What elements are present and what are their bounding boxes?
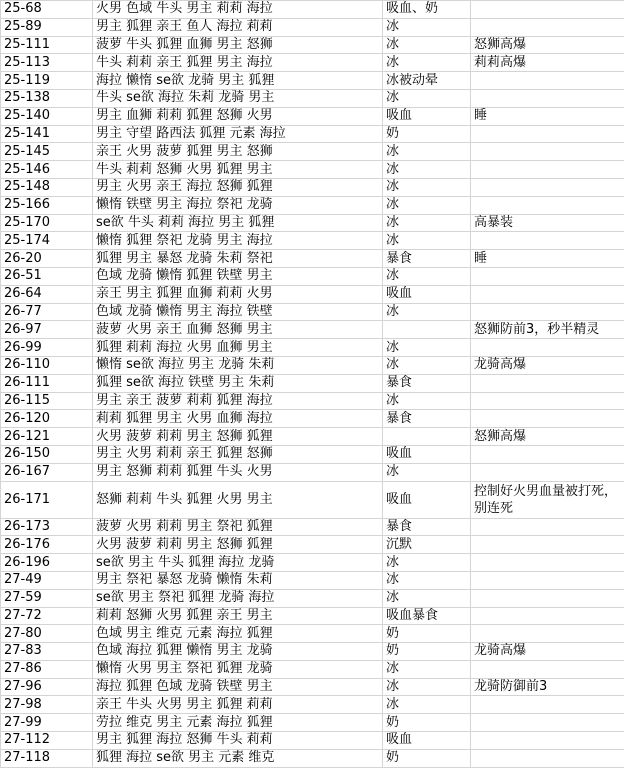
cell-team[interactable]: 男主 火男 亲王 海拉 怒狮 狐狸: [93, 178, 383, 196]
cell-id[interactable]: 25-113: [1, 54, 93, 72]
cell-note[interactable]: [471, 445, 624, 463]
cell-team[interactable]: 海拉 狐狸 色域 龙骑 铁壁 男主: [93, 678, 383, 696]
cell-note[interactable]: 莉莉高爆: [471, 54, 624, 72]
cell-type[interactable]: [383, 428, 471, 446]
cell-team[interactable]: 怒狮 莉莉 牛头 狐狸 火男 男主: [93, 481, 383, 518]
cell-type[interactable]: 冰: [383, 232, 471, 250]
cell-id[interactable]: 26-173: [1, 518, 93, 536]
cell-id[interactable]: 27-118: [1, 749, 93, 767]
table-row: [1, 214, 624, 232]
cell-note[interactable]: 龙骑高爆: [471, 643, 624, 661]
cell-note[interactable]: [471, 285, 624, 303]
cell-type[interactable]: 冰: [383, 54, 471, 72]
cell-team[interactable]: 海拉 懒惰 se欲 龙骑 男主 狐狸: [93, 72, 383, 90]
cell-team[interactable]: 牛头 莉莉 亲王 狐狸 男主 海拉: [93, 54, 383, 72]
cell-id[interactable]: 27-49: [1, 571, 93, 589]
table-row: [1, 321, 624, 339]
cell-type[interactable]: 冰: [383, 356, 471, 374]
cell-note[interactable]: 怒狮防前3，秒半精灵: [471, 321, 624, 339]
cell-type[interactable]: 冰: [383, 571, 471, 589]
cell-id[interactable]: 25-148: [1, 178, 93, 196]
cell-team[interactable]: se欲 男主 牛头 狐狸 海拉 龙骑: [93, 554, 383, 572]
cell-team[interactable]: 男主 守望 路西法 狐狸 元素 海拉: [93, 125, 383, 143]
cell-team[interactable]: 菠萝 火男 莉莉 男主 祭祀 狐狸: [93, 518, 383, 536]
cell-note[interactable]: [471, 625, 624, 643]
cell-id[interactable]: 26-171: [1, 481, 93, 518]
cell-id[interactable]: 27-98: [1, 696, 93, 714]
cell-team[interactable]: 懒惰 铁壁 男主 海拉 祭祀 龙骑: [93, 196, 383, 214]
table-row: [1, 696, 624, 714]
cell-team[interactable]: 菠萝 牛头 狐狸 血狮 男主 怒狮: [93, 36, 383, 54]
cell-id[interactable]: 26-111: [1, 374, 93, 392]
cell-note[interactable]: [471, 554, 624, 572]
cell-id[interactable]: 27-59: [1, 589, 93, 607]
cell-team[interactable]: 亲王 男主 狐狸 血狮 莉莉 火男: [93, 285, 383, 303]
cell-id[interactable]: 25-138: [1, 89, 93, 107]
cell-type[interactable]: 暴食: [383, 374, 471, 392]
cell-note[interactable]: [471, 463, 624, 481]
cell-type[interactable]: [383, 321, 471, 339]
cell-id[interactable]: 26-20: [1, 250, 93, 268]
cell-type[interactable]: 冰: [383, 267, 471, 285]
table-row: [1, 374, 624, 392]
cell-team[interactable]: 狐狸 男主 暴怒 龙骑 朱莉 祭祀: [93, 250, 383, 268]
cell-note[interactable]: [471, 72, 624, 90]
cell-type[interactable]: 冰: [383, 589, 471, 607]
cell-note[interactable]: [471, 732, 624, 750]
cell-note[interactable]: [471, 536, 624, 554]
cell-type[interactable]: 冰: [383, 36, 471, 54]
sheet-body: [1, 1, 624, 768]
cell-id[interactable]: 27-72: [1, 607, 93, 625]
cell-id[interactable]: 27-112: [1, 732, 93, 750]
cell-id[interactable]: 26-99: [1, 339, 93, 357]
cell-team[interactable]: 色域 男主 维克 元素 海拉 狐狸: [93, 625, 383, 643]
cell-type[interactable]: 冰: [383, 303, 471, 321]
cell-note[interactable]: [471, 178, 624, 196]
table-row: [1, 607, 624, 625]
cell-team[interactable]: 懒惰 火男 男主 祭祀 狐狸 龙骑: [93, 660, 383, 678]
cell-type[interactable]: 冰: [383, 463, 471, 481]
table-row: [1, 749, 624, 767]
cell-id[interactable]: 25-170: [1, 214, 93, 232]
cell-team[interactable]: 色域 龙骑 懒惰 男主 海拉 铁壁: [93, 303, 383, 321]
cell-type[interactable]: 奶: [383, 714, 471, 732]
cell-team[interactable]: 男主 怒狮 莉莉 狐狸 牛头 火男: [93, 463, 383, 481]
table-row: [1, 339, 624, 357]
table-row: [1, 571, 624, 589]
cell-team[interactable]: se欲 牛头 莉莉 海拉 男主 狐狸: [93, 214, 383, 232]
cell-type[interactable]: 冰: [383, 178, 471, 196]
cell-type[interactable]: 冰: [383, 678, 471, 696]
table-row: [1, 518, 624, 536]
cell-type[interactable]: 沉默: [383, 536, 471, 554]
cell-team[interactable]: 男主 狐狸 海拉 怒狮 牛头 莉莉: [93, 732, 383, 750]
cell-id[interactable]: 26-77: [1, 303, 93, 321]
cell-note[interactable]: [471, 749, 624, 767]
cell-type[interactable]: 吸血: [383, 107, 471, 125]
table-row: [1, 625, 624, 643]
cell-type[interactable]: 奶: [383, 125, 471, 143]
cell-team[interactable]: 男主 狐狸 亲王 鱼人 海拉 莉莉: [93, 18, 383, 36]
cell-team[interactable]: 男主 火男 莉莉 亲王 狐狸 怒狮: [93, 445, 383, 463]
cell-team[interactable]: 男主 亲王 菠萝 莉莉 狐狸 海拉: [93, 392, 383, 410]
table-row: [1, 143, 624, 161]
cell-id[interactable]: 25-68: [1, 1, 93, 19]
table-row: [1, 196, 624, 214]
cell-type[interactable]: 奶: [383, 625, 471, 643]
cell-id[interactable]: 25-141: [1, 125, 93, 143]
cell-type[interactable]: 吸血: [383, 732, 471, 750]
cell-id[interactable]: 25-145: [1, 143, 93, 161]
cell-note[interactable]: [471, 143, 624, 161]
cell-team[interactable]: 狐狸 莉莉 海拉 火男 血狮 男主: [93, 339, 383, 357]
cell-team[interactable]: 莉莉 狐狸 男主 火男 血狮 海拉: [93, 410, 383, 428]
cell-type[interactable]: 冰: [383, 660, 471, 678]
cell-type[interactable]: 吸血: [383, 285, 471, 303]
cell-note[interactable]: [471, 161, 624, 179]
cell-type[interactable]: 冰: [383, 161, 471, 179]
cell-id[interactable]: 25-111: [1, 36, 93, 54]
cell-note[interactable]: 龙骑高爆: [471, 356, 624, 374]
table-row: [1, 589, 624, 607]
cell-id[interactable]: 26-150: [1, 445, 93, 463]
cell-team[interactable]: 狐狸 海拉 se欲 男主 元素 维克: [93, 749, 383, 767]
table-row: [1, 554, 624, 572]
cell-type[interactable]: 冰: [383, 18, 471, 36]
cell-id[interactable]: 27-86: [1, 660, 93, 678]
table-row: [1, 54, 624, 72]
cell-type[interactable]: 吸血暴食: [383, 607, 471, 625]
cell-type[interactable]: 冰: [383, 554, 471, 572]
table-row: [1, 267, 624, 285]
cell-note[interactable]: 睡: [471, 250, 624, 268]
table-row: [1, 36, 624, 54]
cell-type[interactable]: 冰被动晕: [383, 72, 471, 90]
cell-id[interactable]: 26-176: [1, 536, 93, 554]
cell-team[interactable]: 火男 色域 牛头 男主 莉莉 海拉: [93, 1, 383, 19]
cell-id[interactable]: 26-167: [1, 463, 93, 481]
cell-team[interactable]: 懒惰 狐狸 祭祀 龙骑 男主 海拉: [93, 232, 383, 250]
table-row: [1, 445, 624, 463]
cell-type[interactable]: 暴食: [383, 410, 471, 428]
table-row: [1, 643, 624, 661]
cell-note[interactable]: [471, 232, 624, 250]
cell-id[interactable]: 27-99: [1, 714, 93, 732]
cell-id[interactable]: 26-115: [1, 392, 93, 410]
table-row: [1, 536, 624, 554]
table-row: [1, 428, 624, 446]
cell-id[interactable]: 25-140: [1, 107, 93, 125]
cell-type[interactable]: 吸血、奶: [383, 1, 471, 19]
cell-note[interactable]: [471, 196, 624, 214]
cell-note[interactable]: [471, 607, 624, 625]
cell-type[interactable]: 暴食: [383, 250, 471, 268]
cell-team[interactable]: 牛头 莉莉 怒狮 火男 狐狸 男主: [93, 161, 383, 179]
cell-note[interactable]: 高暴装: [471, 214, 624, 232]
cell-id[interactable]: 26-196: [1, 554, 93, 572]
table-row: [1, 392, 624, 410]
cell-note[interactable]: 怒狮高爆: [471, 428, 624, 446]
cell-id[interactable]: 26-64: [1, 285, 93, 303]
table-row: [1, 72, 624, 90]
cell-note[interactable]: [471, 714, 624, 732]
table-row: [1, 89, 624, 107]
cell-type[interactable]: 冰: [383, 392, 471, 410]
cell-team[interactable]: 懒惰 se欲 海拉 男主 龙骑 朱莉: [93, 356, 383, 374]
cell-type[interactable]: 冰: [383, 696, 471, 714]
table-row: [1, 356, 624, 374]
cell-id[interactable]: 26-110: [1, 356, 93, 374]
table-row: [1, 660, 624, 678]
table-row: [1, 732, 624, 750]
cell-note[interactable]: [471, 89, 624, 107]
cell-id[interactable]: 25-119: [1, 72, 93, 90]
cell-team[interactable]: 亲王 火男 菠萝 狐狸 男主 怒狮: [93, 143, 383, 161]
cell-id[interactable]: 26-51: [1, 267, 93, 285]
cell-id[interactable]: 25-174: [1, 232, 93, 250]
cell-type[interactable]: 吸血: [383, 481, 471, 518]
cell-note[interactable]: [471, 518, 624, 536]
table-row: [1, 714, 624, 732]
cell-note[interactable]: [471, 571, 624, 589]
cell-id[interactable]: 25-89: [1, 18, 93, 36]
table-row: [1, 178, 624, 196]
cell-team[interactable]: 亲王 牛头 火男 男主 狐狸 莉莉: [93, 696, 383, 714]
cell-note[interactable]: 龙骑防御前3: [471, 678, 624, 696]
table-row: [1, 107, 624, 125]
table-row: [1, 285, 624, 303]
cell-type[interactable]: 奶: [383, 643, 471, 661]
cell-type[interactable]: 吸血: [383, 445, 471, 463]
cell-team[interactable]: 狐狸 se欲 海拉 铁壁 男主 朱莉: [93, 374, 383, 392]
cell-id[interactable]: 25-166: [1, 196, 93, 214]
cell-id[interactable]: 26-120: [1, 410, 93, 428]
cell-note[interactable]: [471, 303, 624, 321]
table-row: [1, 250, 624, 268]
cell-team[interactable]: se欲 男主 祭祀 狐狸 龙骑 海拉: [93, 589, 383, 607]
cell-id[interactable]: 27-80: [1, 625, 93, 643]
cell-team[interactable]: 色域 龙骑 懒惰 狐狸 铁壁 男主: [93, 267, 383, 285]
cell-note[interactable]: [471, 374, 624, 392]
cell-note[interactable]: [471, 410, 624, 428]
cell-note[interactable]: 怒狮高爆: [471, 36, 624, 54]
table-row: [1, 303, 624, 321]
cell-id[interactable]: 26-121: [1, 428, 93, 446]
cell-note[interactable]: [471, 1, 624, 19]
cell-team[interactable]: 男主 血狮 莉莉 狐狸 怒狮 火男: [93, 107, 383, 125]
cell-team[interactable]: 菠萝 火男 亲王 血狮 怒狮 男主: [93, 321, 383, 339]
cell-team[interactable]: 色域 海拉 狐狸 懒惰 男主 龙骑: [93, 643, 383, 661]
cell-type[interactable]: 冰: [383, 196, 471, 214]
table-row: [1, 161, 624, 179]
cell-type[interactable]: 冰: [383, 339, 471, 357]
cell-id[interactable]: 25-146: [1, 161, 93, 179]
cell-type[interactable]: 冰: [383, 143, 471, 161]
cell-note[interactable]: [471, 696, 624, 714]
cell-note[interactable]: [471, 589, 624, 607]
table-row: [1, 678, 624, 696]
table-row: [1, 481, 624, 518]
cell-team[interactable]: 劳拉 维克 男主 元素 海拉 狐狸: [93, 714, 383, 732]
table-row: [1, 125, 624, 143]
cell-id[interactable]: 27-96: [1, 678, 93, 696]
cell-note[interactable]: [471, 392, 624, 410]
cell-id[interactable]: 27-83: [1, 643, 93, 661]
cell-team[interactable]: 莉莉 怒狮 火男 狐狸 亲王 男主: [93, 607, 383, 625]
cell-note[interactable]: 睡: [471, 107, 624, 125]
cell-team[interactable]: 火男 菠萝 莉莉 男主 怒狮 狐狸: [93, 536, 383, 554]
cell-note[interactable]: 控制好火男血量被打死，别连死: [471, 481, 624, 518]
cell-type[interactable]: 冰: [383, 89, 471, 107]
table-row: [1, 1, 624, 19]
cell-team[interactable]: 火男 菠萝 莉莉 男主 怒狮 狐狸: [93, 428, 383, 446]
table-row: [1, 232, 624, 250]
cell-id[interactable]: 26-97: [1, 321, 93, 339]
cell-team[interactable]: 牛头 se欲 海拉 朱莉 龙骑 男主: [93, 89, 383, 107]
cell-note[interactable]: [471, 125, 624, 143]
cell-type[interactable]: 暴食: [383, 518, 471, 536]
table-row: [1, 410, 624, 428]
cell-type[interactable]: 冰: [383, 214, 471, 232]
cell-team[interactable]: 男主 祭祀 暴怒 龙骑 懒惰 朱莉: [93, 571, 383, 589]
cell-note[interactable]: [471, 18, 624, 36]
cell-note[interactable]: [471, 339, 624, 357]
cell-note[interactable]: [471, 267, 624, 285]
cell-type[interactable]: 奶: [383, 749, 471, 767]
table-row: [1, 18, 624, 36]
cell-note[interactable]: [471, 660, 624, 678]
table-row: [1, 463, 624, 481]
